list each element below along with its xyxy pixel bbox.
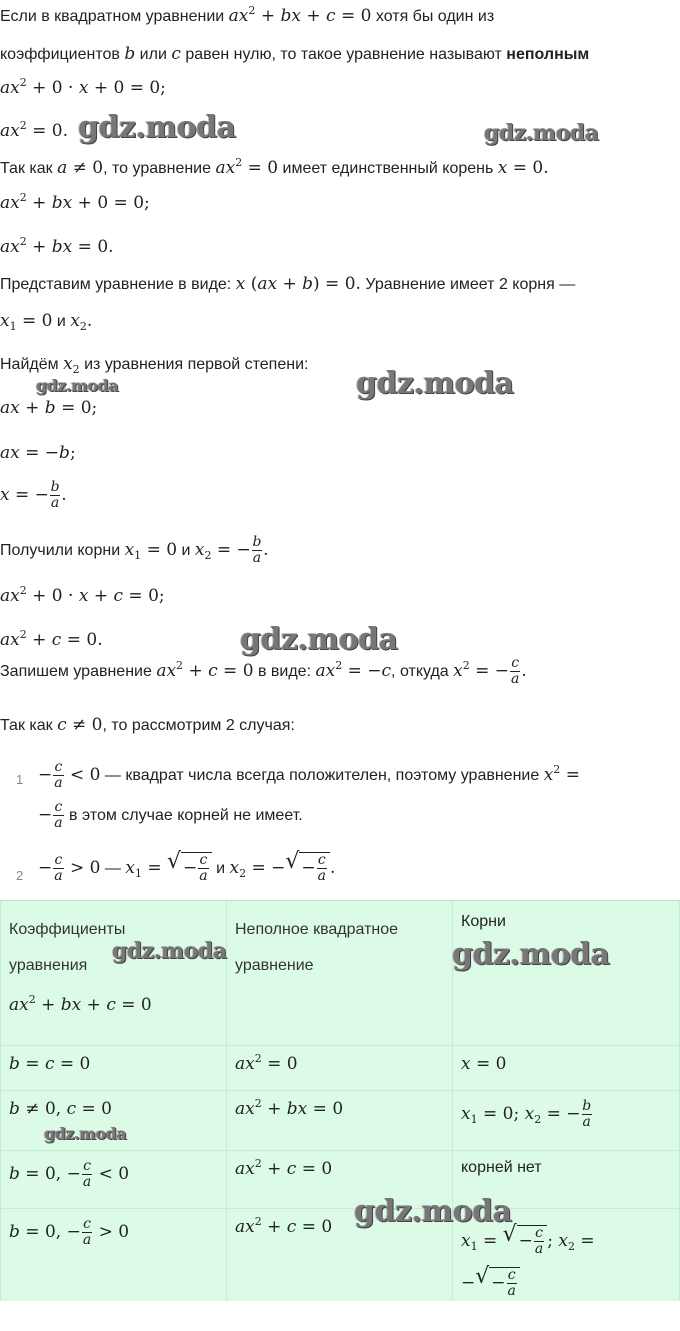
header-text: Неполное квадратное xyxy=(235,921,399,938)
text: из уравнения первой степени: xyxy=(79,356,309,373)
case2-text: Представим уравнение в виде: x (ax + b) = 0. Уравнение имеет 2 корня — xyxy=(0,274,576,294)
text: — xyxy=(100,860,126,877)
watermark: gdz.moda xyxy=(452,937,610,972)
table-cell: $ax^2 + c = 0$ xyxy=(227,1209,453,1301)
text: Так как xyxy=(0,717,58,734)
text: и xyxy=(177,542,195,559)
math-line: $ax^2 + c = 0$. xyxy=(0,628,103,650)
math-line: x = − $\frac{b}{a}$ . xyxy=(0,479,67,511)
table-cell: $x_1 = 0$; $x_2$ = − $\frac{b}{a}$ xyxy=(453,1091,680,1151)
list-number: 1 xyxy=(16,772,24,787)
general-equation: $ax^2$ + bx + c = 0 xyxy=(9,993,152,1015)
text: Запишем уравнение xyxy=(0,663,157,680)
watermark: gdz.moda xyxy=(354,1194,512,1229)
math-line: $ax^2 = 0$. xyxy=(0,119,69,141)
table-cell: b ≠ 0, c = 0 xyxy=(0,1091,227,1151)
text: , то рассмотрим 2 случая: xyxy=(102,717,295,734)
intro-line-1 xyxy=(0,6,494,26)
header-text: Корни xyxy=(461,913,506,930)
intro-text: коэффициентов xyxy=(0,46,125,63)
watermark: gdz.moda xyxy=(240,622,398,657)
case1-text: Так как a ≠ 0, то уравнение $ax^2 = 0$ имеет единственный корень x = 0. xyxy=(0,156,549,178)
watermark: gdz.moda xyxy=(44,1124,127,1143)
watermark: gdz.moda xyxy=(36,376,119,395)
intro-text: хотя бы один из xyxy=(371,8,495,25)
text: Найдём xyxy=(0,356,64,373)
intro-text: Если в квадратном уравнении xyxy=(0,8,229,25)
intro-text: или xyxy=(135,46,172,63)
text: Получили корни xyxy=(0,542,125,559)
table-cell: x = 0 xyxy=(453,1046,680,1091)
table-cell: $ax^2 = 0$ xyxy=(227,1046,453,1091)
math-line: $ax^2$ + bx = 0. xyxy=(0,235,114,257)
write-text: Запишем уравнение $ax^2 + c = 0$ в виде: $ax^2 = -c$, откуда $x^2$ = − $\frac{c}{a}$ . xyxy=(0,655,527,687)
list-item-2: − $\frac{c}{a}$ > 0 — $x_1$ = √ − $\frac{c}{a}$ и $x_2$ = −√ − $\frac{c}{a}$ . xyxy=(38,852,335,884)
math-line: ax = −b; xyxy=(0,443,76,463)
intro-text: равен нулю, то такое уравнение называют xyxy=(180,46,507,63)
watermark: gdz.moda xyxy=(484,120,599,146)
text: и xyxy=(52,313,71,330)
text: в этом случае корней не имеет. xyxy=(64,807,303,824)
find-text: Найдём $x_2$ из уравнения первой степени: xyxy=(0,354,309,376)
list-item-1-cont: − $\frac{c}{a}$ в этом случае корней не имеет. xyxy=(38,799,303,831)
text: имеет единственный корень xyxy=(278,160,498,177)
header-text: уравнения xyxy=(9,957,88,974)
watermark: gdz.moda xyxy=(78,110,236,145)
header-roots xyxy=(453,901,680,1046)
math-line: ax + b = 0; xyxy=(0,398,98,418)
math-line: $ax^2 + 0 \cdot x + 0 = 0$; xyxy=(0,76,166,98)
case2-roots: $x_1 = 0$ и $x_2$. xyxy=(0,311,93,333)
watermark: gdz.moda xyxy=(356,366,514,401)
header-coefficients xyxy=(0,901,227,1046)
no-roots-text: корней нет xyxy=(461,1159,542,1176)
got-roots: Получили корни $x_1 = 0$ и $x_2$ = − $\frac{b}{a}$ . xyxy=(0,534,269,566)
text: — квадрат числа всегда положителен, поэтому уравнение xyxy=(100,767,544,784)
header-text: Коэффициенты xyxy=(9,921,126,938)
intro-line-2: коэффициентов b или c равен нулю, то такое уравнение называют неполным xyxy=(0,44,590,64)
table-cell: b = 0, − $\frac{c}{a}$ < 0 xyxy=(0,1151,227,1209)
watermark: gdz.moda xyxy=(112,938,227,964)
text: , откуда xyxy=(391,663,454,680)
text: Уравнение имеет 2 корня — xyxy=(360,276,576,293)
table-cell: b = c = 0 xyxy=(0,1046,227,1091)
list-number: 2 xyxy=(16,868,24,883)
text: , то уравнение xyxy=(103,160,216,177)
since-text: Так как c ≠ 0, то рассмотрим 2 случая: xyxy=(0,715,295,735)
equation: $ax^2$ + bx + c = 0 xyxy=(228,4,372,26)
math-line: $ax^2$ + bx + 0 = 0; xyxy=(0,191,150,213)
table-cell: $x_1$ = √ − $\frac{c}{a}$ ; $x_2$ = −√ − $\frac{c}{a}$ xyxy=(453,1209,680,1301)
header-equation xyxy=(227,901,453,1046)
table-cell: b = 0, − $\frac{c}{a}$ > 0 xyxy=(0,1209,227,1301)
text: Так как xyxy=(0,160,58,177)
text: и xyxy=(211,860,230,877)
term-bold: неполным xyxy=(506,46,590,63)
text: Представим уравнение в виде: xyxy=(0,276,236,293)
math-line: $ax^2 + 0 \cdot x + c = 0$; xyxy=(0,584,165,606)
text: в виде: xyxy=(253,663,316,680)
list-item-1: − $\frac{c}{a}$ < 0 — квадрат числа всегда положителен, поэтому уравнение $x^2$ = xyxy=(38,759,580,791)
header-text: уравнение xyxy=(235,957,314,974)
table-cell: $ax^2$ + bx = 0 xyxy=(227,1091,453,1151)
table-cell: $ax^2 + c = 0$ xyxy=(227,1151,453,1209)
